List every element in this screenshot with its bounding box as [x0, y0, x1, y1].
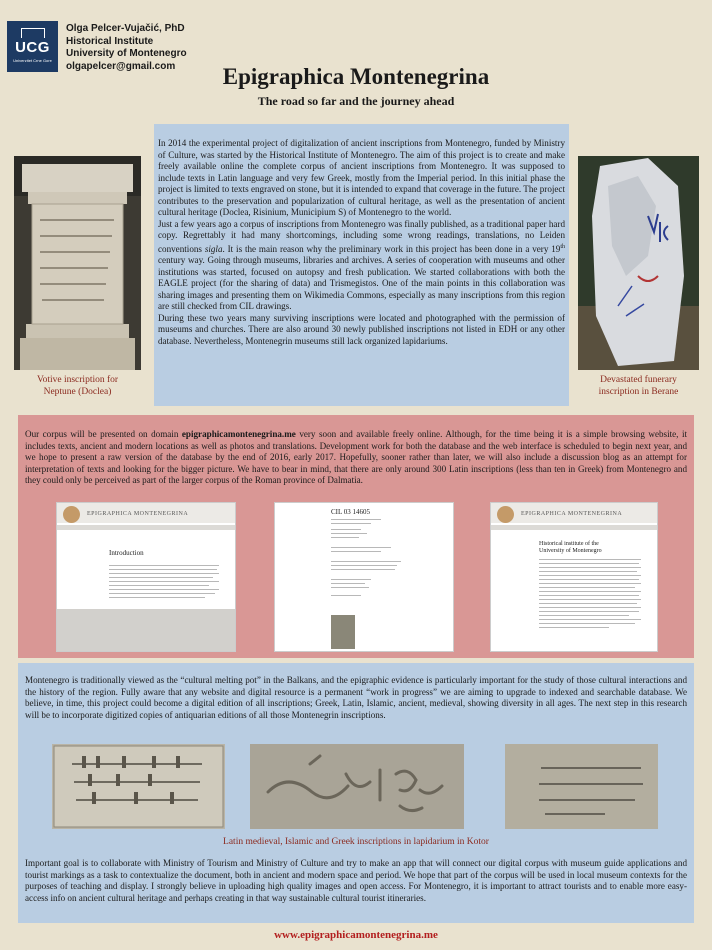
corpus-paragraph: Our corpus will be presented on domain epigraphicamontenegrina.me very soon and available freely online. Although, for the time being it is a simple browsing website, it includes texts, ancient and modern locations as well as photos and translations. Development work for both the database and the web interface is scheduled to begin next year, and we hope to present a raw version of the database by the end of 2016, early 2017. Hopefully, sooner rather than later, we will also include a discussion blog as an attempt for interpretation of texts and looking for the bigger picture. We have to bear in mind, that there are only around 300 Latin inscriptions (less than ten in Greek) from Montenegro and they could only be perceived as part of the larger corpus of the Roman province of Dalmatia.	[25, 429, 687, 485]
melting-pot-paragraph: Montenegro is traditionally viewed as the “cultural melting pot” in the Balkans, and the epigraphic evidence is particularly important for the study of those cultural interactions and the history of the region. Fully aware that any website and digital resource is a permanent “work in progress” we are aiming to upgrade to indexed and searchable database. We believe, in time, this project could become a digital edition of all inscriptions; Greek, Latin, Islamic, ancient, medieval, showing diversity in all ages. The next step in this research will be to incorporate digitized copies of antiquarian editions of all those Montenegrin inscriptions.	[25, 675, 687, 720]
latin-medieval-inscription-photo	[52, 744, 225, 829]
history-heading: Historical institute of the University of Montenegro	[539, 541, 602, 554]
collaboration-paragraph: Important goal is to collaborate with Ministry of Tourism and Ministry of Culture and try to make an app that will connect our digital corpus with museum guide applications and tourist markings as a task to contextualize the document, both in ancient and modern space and period. We hope that part of the corpus will be used in local museum contexts for the purposes of teaching and display. I strongly believe in uploading high quality images and open access. For Montenegro, it is important to attract tourists and to enable more easy-access info on ancient cultural heritage and perhaps creating in that way sustainable cultural tourist itineraries.	[25, 858, 687, 903]
corpus-domain: epigraphicamontenegrina.me	[181, 429, 296, 439]
author-institute: Historical Institute	[66, 35, 154, 47]
author-name: Olga Pelcer-Vujačić, PhD	[66, 23, 185, 34]
author-email: olgapelcer@gmail.com	[66, 60, 176, 72]
islamic-inscription-photo	[250, 744, 464, 829]
introduction-heading: Introduction	[109, 549, 144, 557]
website-screenshot-record	[274, 502, 454, 652]
website-screenshot-introduction	[56, 502, 236, 652]
funerary-inscription-photo	[578, 156, 699, 370]
site-seal-icon	[497, 506, 514, 523]
stones-caption: Latin medieval, Islamic and Greek inscriptions in lapidarium in Kotor	[223, 837, 489, 847]
footer-url-link[interactable]: www.epigraphicamontenegrina.me	[274, 929, 438, 941]
poster-title: Epigraphica Montenegrina	[222, 64, 490, 89]
votive-caption	[12, 374, 143, 398]
intro-paragraph-2: Just a few years ago a corpus of inscriptions from Montenegro was finally published, as a traditional paper hard copy. Regrettably it had many shortcomings, including some wrong readings, translations, no Leiden conventions sigla. It is the main reason why the preliminary work in this project has been done in a very 19th century way. Going through museums, libraries and archives. A series of cooperation with museums and other institutions was started, focused on autopsy and fresh publication. We started collaborations with both the EAGLE project (for the sharing of data) and Trismegistos. One of the main points in this collaboration was sharing images and presenting them on Wikimedia Commons, especially as many inscriptions from this region are still checked from CIL drawings.	[158, 218, 565, 312]
logo-subtext: Univerzitet Crne Gore	[13, 58, 52, 63]
intro-text-box	[154, 124, 569, 406]
site-name: EPIGRAPHICA MONTENEGRINA	[87, 511, 189, 517]
poster-subtitle: The road so far and the journey ahead	[257, 94, 455, 108]
logo-text: UCG	[15, 39, 50, 56]
website-screenshot-history	[490, 502, 658, 652]
funerary-caption	[576, 374, 701, 398]
intro-paragraph-3: During these two years many surviving inscriptions were located and photographed with the permission of museums and churches. There are also around 30 newly published inscriptions not listed in EDH or any other database. Nevertheless, Montenegrin museums still lack organized lapidariums.	[158, 312, 565, 346]
site-name: EPIGRAPHICA MONTENEGRINA	[521, 511, 623, 517]
site-seal-icon	[63, 506, 80, 523]
funerary-caption-line1: Devastated funerary	[600, 375, 677, 385]
votive-inscription-photo	[14, 156, 141, 370]
record-id: CIL 03 14605	[331, 508, 371, 516]
votive-caption-line2: Neptune (Doclea)	[43, 387, 112, 397]
funerary-caption-line2: inscription in Berane	[598, 387, 679, 397]
intro-paragraph-1: In 2014 the experimental project of digitalization of ancient inscriptions from Montenegro, funded by Ministry of Culture, was started by the Historical Institute of Montenegro. The aim of this project is to create and make freely available online the complete corpus of ancient inscriptions from Montenegro. It was supposed to include texts in Latin language and very few Greek, mostly from the Imperial period. In this initial phase the project is limited to texts engraved on stone, but it is intended to expand that coverage in the future. The project contributes to the preservation and popularization of cultural heritage, as well as the presentation of ancient cultural heritage (Doclea, Risinium, Municipium S) of Montenegro to the world.	[158, 138, 565, 217]
greek-inscription-photo	[505, 744, 658, 829]
votive-caption-line1: Votive inscription for	[36, 375, 119, 385]
author-university: University of Montenegro	[66, 48, 187, 59]
